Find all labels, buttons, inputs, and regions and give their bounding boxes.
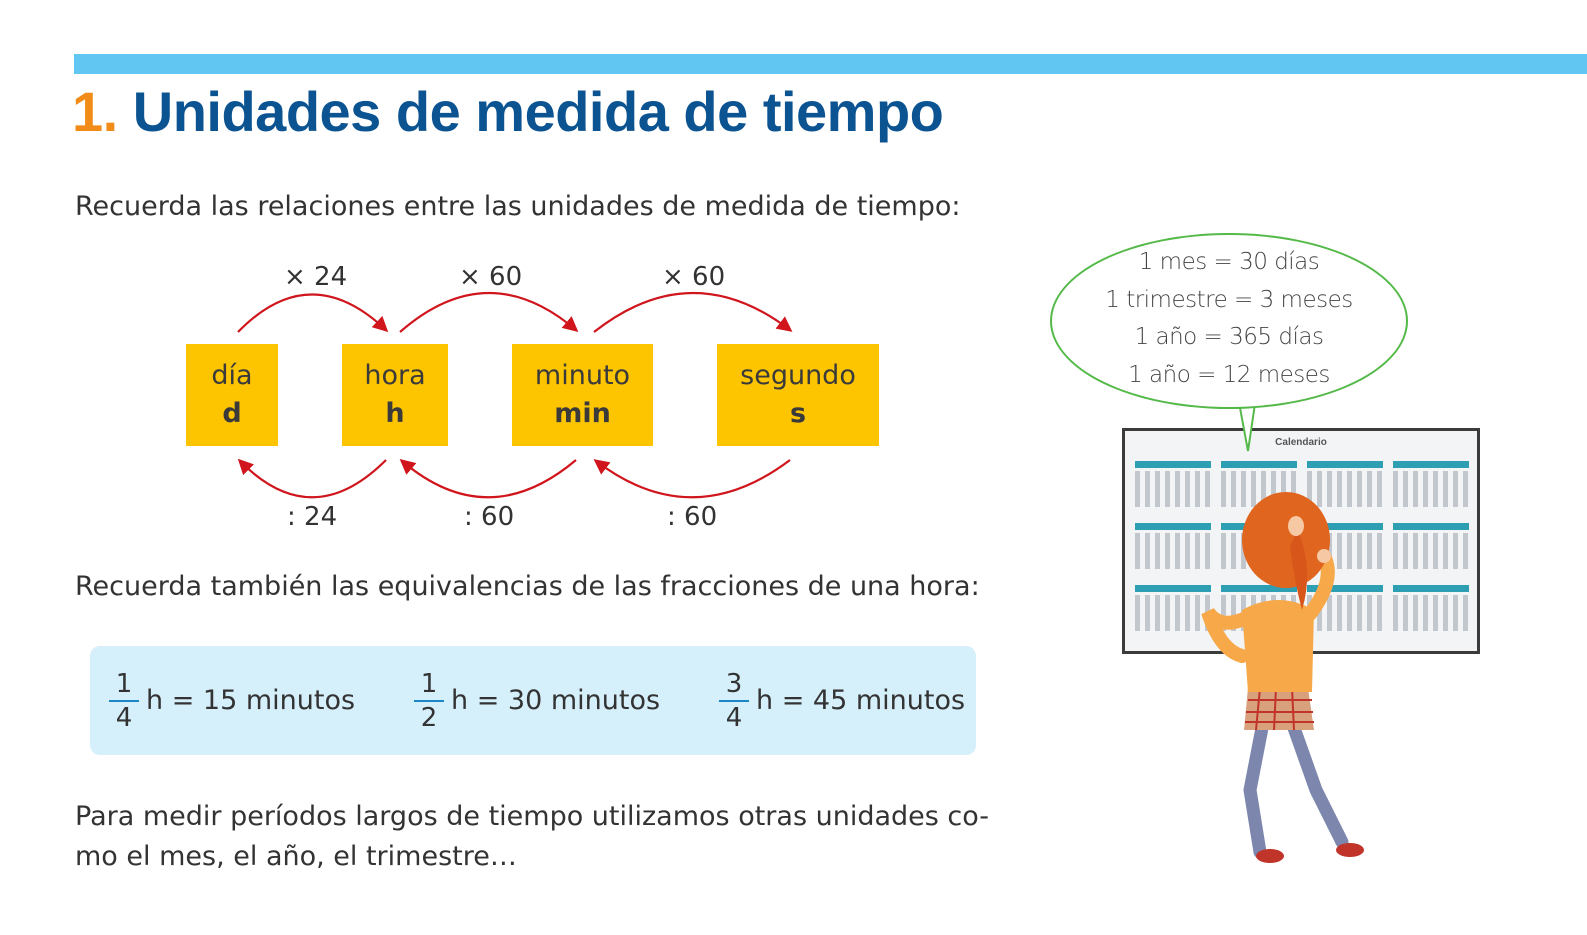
fractions-paragraph: Recuerda también las equivalencias de las fracciones de una hora: [75, 571, 980, 602]
fraction-bar [109, 700, 139, 702]
fraction-bar [719, 700, 749, 702]
equivalence-text: h = 15 minutos [146, 685, 356, 716]
girl-illustration [1190, 460, 1390, 870]
numerator: 1 [420, 668, 438, 699]
arrow-hora-to-dia [240, 460, 386, 497]
denominator: 4 [115, 702, 133, 733]
unit-box-segundo [717, 344, 879, 446]
section-title: Unidades de medida de tiempo [132, 80, 944, 143]
multiplier-hora-minuto: × 60 [459, 262, 523, 292]
header-accent-bar [74, 54, 1587, 74]
bubble-line: 1 año = 12 meses [1128, 361, 1330, 388]
numerator: 1 [115, 668, 133, 699]
unit-box-hora [342, 344, 448, 446]
unit-box-minuto [512, 344, 653, 446]
long-periods-paragraph [75, 797, 989, 877]
unit-abbr: d [222, 398, 242, 429]
unit-name: hora [364, 360, 426, 391]
unit-box-dia [186, 344, 278, 446]
calendar-month [1393, 461, 1469, 509]
calendar-month [1393, 523, 1469, 571]
unit-name: minuto [534, 360, 631, 391]
calendar-title: Calendario [1275, 437, 1327, 448]
unit-name: día [211, 360, 253, 391]
equivalence-text: h = 45 minutos [756, 685, 966, 716]
unit-abbr: h [385, 398, 405, 429]
fraction-bar [414, 700, 444, 702]
speech-bubble-text [1050, 244, 1408, 394]
denominator: 4 [725, 702, 743, 733]
divisor-segundo-minuto: : 60 [667, 502, 718, 532]
divisor-hora-dia: : 24 [287, 502, 338, 532]
numerator: 3 [725, 668, 743, 699]
fraction [108, 670, 140, 732]
section-number: 1. [72, 80, 118, 143]
unit-abbr: min [554, 398, 611, 429]
fraction-equivalence [718, 646, 965, 755]
denominator: 2 [420, 702, 438, 733]
arrow-segundo-to-minuto [596, 460, 790, 497]
fraction [413, 670, 445, 732]
equivalence-text: h = 30 minutos [451, 685, 661, 716]
long-periods-line-1: Para medir períodos largos de tiempo utilizamos otras unidades co- [75, 801, 990, 832]
fraction-equivalence [413, 646, 660, 755]
multiplier-minuto-segundo: × 60 [662, 262, 726, 292]
arrow-minuto-to-segundo [594, 293, 790, 332]
unit-name: segundo [740, 360, 856, 391]
divisor-minuto-hora: : 60 [464, 502, 515, 532]
bubble-line: 1 mes = 30 días [1138, 249, 1320, 275]
arrow-minuto-to-hora [402, 460, 576, 497]
arrow-dia-to-hora [238, 294, 386, 332]
calendar-month [1393, 585, 1469, 633]
intro-paragraph: Recuerda las relaciones entre las unidades de medida de tiempo: [75, 191, 961, 222]
fraction [718, 670, 750, 732]
long-periods-line-2: mo el mes, el año, el trimestre… [75, 841, 517, 872]
bubble-line: 1 trimestre = 3 meses [1105, 286, 1353, 313]
fraction-equivalences-panel [90, 646, 976, 755]
fraction-equivalence [108, 646, 355, 755]
bubble-line: 1 año = 365 días [1134, 324, 1324, 350]
multiplier-dia-hora: × 24 [284, 262, 348, 292]
unit-abbr: s [789, 398, 807, 429]
page-title [72, 80, 943, 144]
arrow-hora-to-minuto [400, 293, 576, 332]
